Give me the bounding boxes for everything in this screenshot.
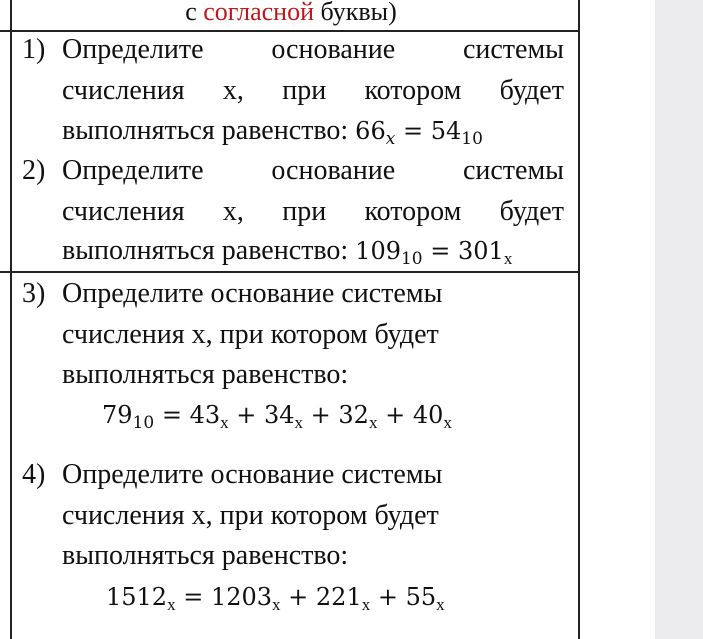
task-1-number: 1)	[22, 34, 46, 65]
table-row-divider	[10, 30, 580, 32]
eq-subscript: x	[436, 595, 445, 614]
eq-operator: +	[370, 583, 406, 611]
word: котором	[364, 75, 462, 106]
eq-operator: +	[228, 401, 264, 429]
eq-subscript: 10	[400, 249, 423, 269]
eq-subscript: x	[368, 413, 378, 432]
task-2-line-3	[62, 234, 512, 268]
task-1-line-3-text: выполняться равенство:	[62, 115, 349, 146]
task-1-line-1	[62, 33, 564, 67]
header-prefix: с	[185, 0, 204, 26]
task-1-equation	[355, 117, 483, 149]
eq-subscript: 10	[461, 129, 483, 149]
side-panel	[655, 0, 703, 639]
word: при	[282, 196, 327, 227]
task-2-equation	[355, 237, 513, 269]
eq-term: 55	[405, 583, 437, 611]
task-3-number: 3)	[22, 278, 46, 309]
eq-term: 54	[430, 117, 462, 145]
eq-subscript: x	[385, 129, 396, 149]
task-2-line-2	[62, 195, 564, 229]
eq-operator: =	[430, 237, 451, 265]
eq-term: 40	[412, 401, 444, 429]
eq-operator: +	[377, 401, 413, 429]
table-border-right	[578, 0, 580, 639]
task-2-number: 2)	[22, 155, 46, 186]
table-row-divider	[10, 271, 580, 273]
task-3-equation	[102, 398, 452, 432]
task-3-line-2: счисления х, при котором будет	[62, 319, 439, 350]
word: основание	[271, 155, 396, 186]
outer-table-divider	[0, 271, 10, 273]
eq-subscript: x	[220, 413, 229, 432]
eq-operator: +	[280, 583, 316, 611]
word: будет	[499, 196, 564, 227]
task-1-line-3	[62, 114, 483, 148]
word: х,	[222, 75, 244, 106]
eq-term: 1512	[106, 583, 168, 611]
header-fragment	[0, 0, 582, 30]
eq-term: 109	[355, 237, 401, 265]
task-1-line-2	[62, 74, 564, 108]
task-4-equation	[106, 580, 445, 614]
eq-term: 301	[458, 237, 504, 265]
eq-term: 1203	[210, 583, 273, 611]
task-3-line-1: Определите основание системы	[62, 278, 443, 309]
word: при	[282, 75, 327, 106]
eq-subscript: x	[361, 595, 371, 614]
word: основание	[271, 34, 396, 65]
task-4-line-1: Определите основание системы	[62, 459, 443, 490]
eq-term: 66	[355, 117, 386, 145]
word: котором	[364, 196, 462, 227]
eq-operator: +	[303, 401, 339, 429]
task-4-line-3: выполняться равенство:	[62, 540, 349, 571]
outer-table-divider	[0, 30, 10, 32]
word: счисления	[62, 75, 185, 106]
eq-subscript: x	[503, 249, 513, 268]
eq-term: 34	[263, 401, 295, 429]
eq-term: 79	[102, 401, 133, 429]
eq-operator: =	[402, 117, 424, 145]
eq-term: 43	[189, 401, 221, 429]
eq-subscript: 10	[132, 413, 155, 433]
eq-term: 32	[338, 401, 369, 429]
table-border-left	[10, 0, 12, 639]
word: системы	[462, 155, 564, 186]
word: счисления	[62, 196, 185, 227]
eq-term: 221	[315, 583, 362, 611]
task-2-line-3-text: выполняться равенство:	[62, 235, 349, 266]
header-highlight: согласной	[203, 0, 315, 26]
eq-subscript: x	[272, 595, 281, 614]
eq-subscript: x	[167, 595, 176, 614]
eq-operator: =	[175, 583, 211, 611]
word: Определите	[62, 34, 204, 65]
eq-subscript: x	[294, 413, 304, 432]
word: системы	[462, 34, 564, 65]
eq-operator: =	[154, 401, 190, 429]
task-4-line-2: счисления х, при котором будет	[62, 500, 439, 531]
header-suffix: буквы)	[314, 0, 397, 26]
eq-subscript: x	[443, 413, 452, 432]
task-4-number: 4)	[22, 459, 46, 490]
word: х,	[222, 196, 244, 227]
task-2-line-1	[62, 154, 564, 188]
word: Определите	[62, 155, 204, 186]
task-3-line-3: выполняться равенство:	[62, 359, 349, 390]
word: будет	[499, 75, 564, 106]
